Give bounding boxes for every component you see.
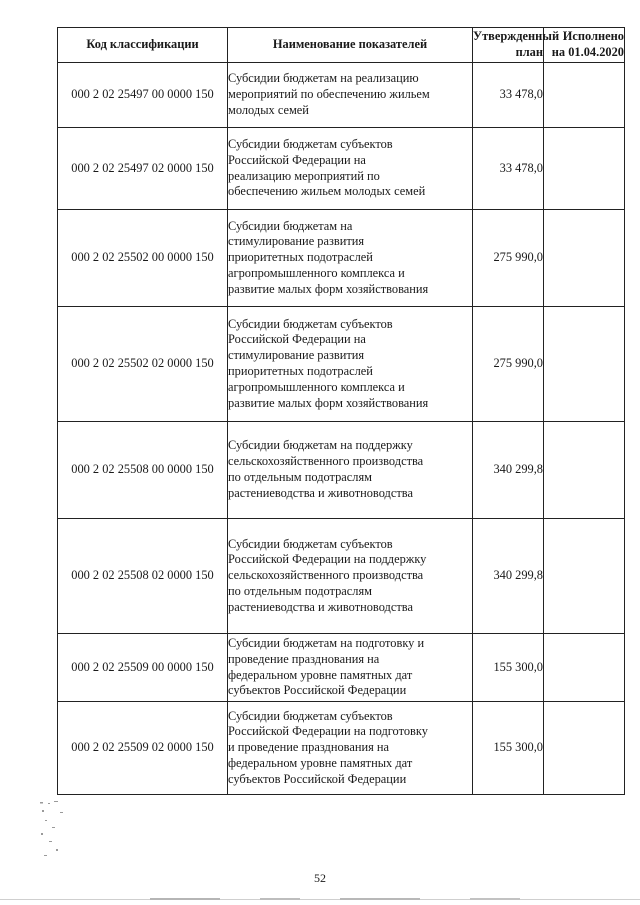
cell-name-line: проведение празднования на bbox=[228, 651, 380, 666]
table-body bbox=[58, 63, 625, 795]
header-done-line1: Исполнено bbox=[562, 29, 624, 44]
cell-name bbox=[228, 634, 473, 702]
cell-name-line: Субсидии бюджетам субъектов bbox=[228, 536, 393, 551]
cell-code: 000 2 02 25502 00 0000 150 bbox=[58, 210, 228, 307]
cell-plan: 340 299,8 bbox=[473, 422, 544, 519]
cell-name-line: Российской Федерации на bbox=[228, 332, 366, 347]
cell-name-line: растениеводства и животноводства bbox=[228, 485, 413, 500]
cell-name-line: развитие малых форм хозяйствования bbox=[228, 281, 429, 296]
cell-name-line: Субсидии бюджетам на реализацию bbox=[228, 71, 419, 86]
cell-code: 000 2 02 25509 02 0000 150 bbox=[58, 702, 228, 795]
cell-done bbox=[544, 307, 625, 422]
cell-plan: 340 299,8 bbox=[473, 519, 544, 634]
header-done-line2: на 01.04.2020 bbox=[551, 45, 624, 59]
cell-name-line: стимулирование развития bbox=[228, 234, 365, 249]
header-plan-line1: Утвержденный bbox=[473, 29, 560, 44]
cell-name-line: и проведение празднования на bbox=[228, 740, 390, 755]
cell-name-line: развитие малых форм хозяйствования bbox=[228, 395, 429, 410]
header-code: Код классификации bbox=[58, 28, 228, 63]
cell-name-line: федеральном уровне памятных дат bbox=[228, 755, 413, 770]
cell-name-line: реализацию мероприятий по bbox=[228, 168, 380, 183]
scan-edge-artifact bbox=[0, 898, 640, 901]
cell-plan: 275 990,0 bbox=[473, 210, 544, 307]
cell-name-line: обеспечению жильем молодых семей bbox=[228, 184, 426, 199]
budget-table bbox=[57, 27, 625, 795]
cell-name-line: Субсидии бюджетам на подготовку и bbox=[228, 635, 425, 650]
cell-name-line: федеральном уровне памятных дат bbox=[228, 667, 413, 682]
cell-name-line: сельскохозяйственного производства bbox=[228, 454, 424, 469]
cell-done bbox=[544, 519, 625, 634]
table-row bbox=[58, 702, 625, 795]
table-row bbox=[58, 307, 625, 422]
cell-name-line: по отдельным подотраслям bbox=[228, 470, 373, 484]
header-plan bbox=[473, 28, 560, 63]
cell-code: 000 2 02 25508 00 0000 150 bbox=[58, 422, 228, 519]
cell-done bbox=[544, 634, 625, 702]
cell-name-line: Субсидии бюджетам субъектов bbox=[228, 708, 393, 723]
table-row bbox=[58, 63, 625, 128]
cell-done bbox=[544, 210, 625, 307]
table-row bbox=[58, 422, 625, 519]
cell-name-line: Субсидии бюджетам на поддержку bbox=[228, 438, 413, 453]
cell-name-line: стимулирование развития bbox=[228, 348, 365, 363]
table-row bbox=[58, 128, 625, 210]
cell-name-line: приоритетных подотраслей bbox=[228, 250, 373, 265]
cell-name-line: агропромышленного комплекса и bbox=[228, 379, 405, 394]
scan-noise-marks bbox=[40, 800, 160, 860]
cell-name-line: приоритетных подотраслей bbox=[228, 364, 373, 378]
cell-name bbox=[228, 128, 473, 210]
cell-name bbox=[228, 422, 473, 519]
cell-name-line: по отдельным подотраслям bbox=[228, 583, 373, 598]
cell-name-line: субъектов Российской Федерации bbox=[228, 683, 407, 698]
cell-name-line: Субсидии бюджетам субъектов bbox=[228, 136, 393, 151]
cell-name-line: растениеводства и животноводства bbox=[228, 599, 413, 614]
header-name: Наименование показателей bbox=[228, 28, 473, 63]
cell-name bbox=[228, 63, 473, 128]
cell-name-line: Российской Федерации на bbox=[228, 152, 366, 167]
cell-code: 000 2 02 25508 02 0000 150 bbox=[58, 519, 228, 634]
cell-name bbox=[228, 519, 473, 634]
cell-code: 000 2 02 25509 00 0000 150 bbox=[58, 634, 228, 702]
cell-name-line: субъектов Российской Федерации bbox=[228, 771, 407, 786]
table-row bbox=[58, 634, 625, 702]
cell-name-line: Субсидии бюджетам субъектов bbox=[228, 316, 393, 331]
header-plan-line2: план bbox=[515, 45, 543, 59]
cell-plan: 33 478,0 bbox=[473, 128, 544, 210]
cell-done bbox=[544, 702, 625, 795]
cell-name bbox=[228, 307, 473, 422]
cell-name bbox=[228, 702, 473, 795]
cell-name bbox=[228, 210, 473, 307]
cell-plan: 275 990,0 bbox=[473, 307, 544, 422]
cell-done bbox=[544, 422, 625, 519]
cell-done bbox=[544, 63, 625, 128]
page-number: 52 bbox=[314, 871, 326, 885]
cell-code: 000 2 02 25497 00 0000 150 bbox=[58, 63, 228, 128]
cell-name-line: сельскохозяйственного производства bbox=[228, 568, 424, 583]
table-row bbox=[58, 210, 625, 307]
cell-code: 000 2 02 25497 02 0000 150 bbox=[58, 128, 228, 210]
table-row bbox=[58, 519, 625, 634]
cell-name-line: молодых семей bbox=[228, 102, 309, 117]
cell-plan: 155 300,0 bbox=[473, 634, 544, 702]
cell-name-line: Российской Федерации на поддержку bbox=[228, 552, 427, 567]
cell-name-line: Российской Федерации на подготовку bbox=[228, 724, 428, 739]
cell-done bbox=[544, 128, 625, 210]
cell-plan: 33 478,0 bbox=[473, 63, 544, 128]
cell-name-line: Субсидии бюджетам на bbox=[228, 218, 353, 233]
cell-code: 000 2 02 25502 02 0000 150 bbox=[58, 307, 228, 422]
cell-name-line: агропромышленного комплекса и bbox=[228, 265, 405, 280]
header-row bbox=[58, 28, 625, 63]
cell-name-line: мероприятий по обеспечению жильем bbox=[228, 87, 430, 102]
cell-plan: 155 300,0 bbox=[473, 702, 544, 795]
